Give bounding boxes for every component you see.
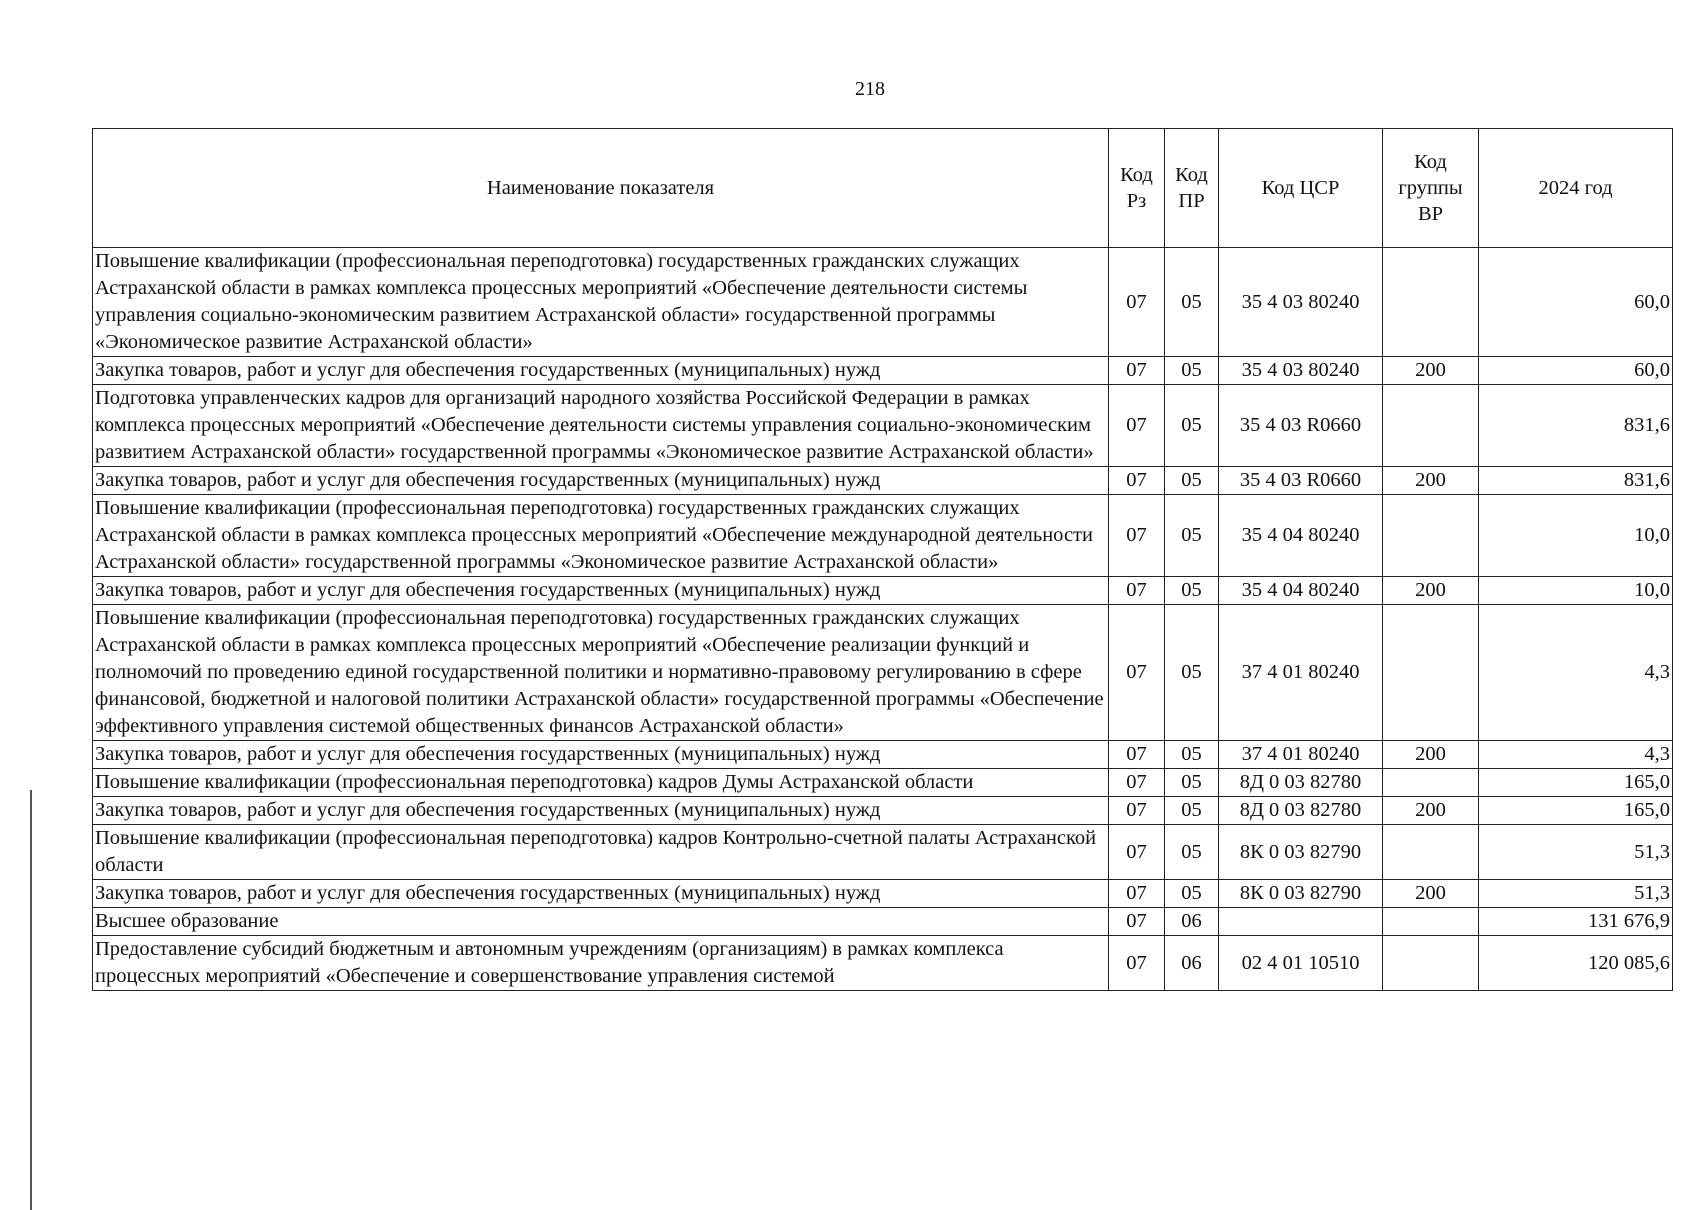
header-csr: Код ЦСР <box>1219 129 1383 248</box>
table-header-row <box>93 129 1673 248</box>
row-rz: 07 <box>1109 605 1165 741</box>
row-value: 131 676,9 <box>1479 908 1673 936</box>
row-name: Закупка товаров, работ и услуг для обеспечения государственных (муниципальных) нужд <box>93 797 1109 825</box>
table-row <box>93 605 1673 741</box>
row-pr: 05 <box>1165 357 1219 385</box>
row-csr: 8К 0 03 82790 <box>1219 880 1383 908</box>
row-name: Предоставление субсидий бюджетным и автономным учреждениям (организациям) в рамках комплекса процессных мероприятий «Обеспечение и совершенствование управления системой <box>93 936 1109 991</box>
row-vr <box>1383 936 1479 991</box>
row-vr <box>1383 825 1479 880</box>
row-rz: 07 <box>1109 248 1165 357</box>
table-row <box>93 797 1673 825</box>
row-value: 4,3 <box>1479 605 1673 741</box>
row-pr: 05 <box>1165 605 1219 741</box>
row-csr: 02 4 01 10510 <box>1219 936 1383 991</box>
row-pr: 05 <box>1165 467 1219 495</box>
table-row <box>93 357 1673 385</box>
row-value: 51,3 <box>1479 825 1673 880</box>
header-name: Наименование показателя <box>93 129 1109 248</box>
row-value: 165,0 <box>1479 797 1673 825</box>
header-rz: Код Рз <box>1109 129 1165 248</box>
row-value: 51,3 <box>1479 880 1673 908</box>
row-value: 60,0 <box>1479 357 1673 385</box>
row-pr: 05 <box>1165 741 1219 769</box>
table-row <box>93 495 1673 577</box>
row-csr: 35 4 04 80240 <box>1219 495 1383 577</box>
row-vr: 200 <box>1383 797 1479 825</box>
row-name: Закупка товаров, работ и услуг для обеспечения государственных (муниципальных) нужд <box>93 467 1109 495</box>
table-row <box>93 825 1673 880</box>
row-name: Повышение квалификации (профессиональная переподготовка) кадров Думы Астраханской области <box>93 769 1109 797</box>
row-pr: 05 <box>1165 577 1219 605</box>
row-csr: 35 4 03 80240 <box>1219 248 1383 357</box>
row-pr: 05 <box>1165 797 1219 825</box>
row-pr: 06 <box>1165 936 1219 991</box>
row-vr <box>1383 605 1479 741</box>
row-name: Закупка товаров, работ и услуг для обеспечения государственных (муниципальных) нужд <box>93 880 1109 908</box>
row-vr: 200 <box>1383 577 1479 605</box>
row-name: Закупка товаров, работ и услуг для обеспечения государственных (муниципальных) нужд <box>93 577 1109 605</box>
row-vr: 200 <box>1383 880 1479 908</box>
table-row <box>93 467 1673 495</box>
row-value: 831,6 <box>1479 467 1673 495</box>
table-row <box>93 936 1673 991</box>
row-csr <box>1219 908 1383 936</box>
row-name: Повышение квалификации (профессиональная переподготовка) государственных гражданских служащих Астраханской области в рамках комплекса процессных мероприятий «Обеспечение международной деятельности Астраханской области» государственной программы «Экономическое развитие Астраханской области» <box>93 495 1109 577</box>
row-csr: 35 4 04 80240 <box>1219 577 1383 605</box>
row-pr: 05 <box>1165 385 1219 467</box>
header-vr: Код группы ВР <box>1383 129 1479 248</box>
scan-edge-line <box>30 790 32 1210</box>
row-name: Закупка товаров, работ и услуг для обеспечения государственных (муниципальных) нужд <box>93 357 1109 385</box>
row-pr: 05 <box>1165 825 1219 880</box>
row-vr <box>1383 908 1479 936</box>
row-rz: 07 <box>1109 936 1165 991</box>
row-rz: 07 <box>1109 797 1165 825</box>
table-row <box>93 769 1673 797</box>
row-vr <box>1383 248 1479 357</box>
table-row <box>93 577 1673 605</box>
header-pr: Код ПР <box>1165 129 1219 248</box>
table-row <box>93 908 1673 936</box>
row-vr: 200 <box>1383 467 1479 495</box>
row-rz: 07 <box>1109 577 1165 605</box>
row-csr: 8Д 0 03 82780 <box>1219 797 1383 825</box>
row-rz: 07 <box>1109 495 1165 577</box>
row-value: 10,0 <box>1479 495 1673 577</box>
row-pr: 05 <box>1165 248 1219 357</box>
page-number: 218 <box>855 78 885 100</box>
row-value: 4,3 <box>1479 741 1673 769</box>
row-value: 60,0 <box>1479 248 1673 357</box>
row-value: 10,0 <box>1479 577 1673 605</box>
row-value: 120 085,6 <box>1479 936 1673 991</box>
row-rz: 07 <box>1109 825 1165 880</box>
row-rz: 07 <box>1109 769 1165 797</box>
row-value: 165,0 <box>1479 769 1673 797</box>
budget-table <box>92 128 1673 991</box>
row-vr: 200 <box>1383 741 1479 769</box>
row-csr: 35 4 03 80240 <box>1219 357 1383 385</box>
row-rz: 07 <box>1109 385 1165 467</box>
row-csr: 8Д 0 03 82780 <box>1219 769 1383 797</box>
row-rz: 07 <box>1109 880 1165 908</box>
row-rz: 07 <box>1109 741 1165 769</box>
row-value: 831,6 <box>1479 385 1673 467</box>
row-name: Повышение квалификации (профессиональная переподготовка) государственных гражданских служащих Астраханской области в рамках комплекса процессных мероприятий «Обеспечение деятельности системы управления социально-экономическим развитием Астраханской области» государственной программы «Экономическое развитие Астраханской области» <box>93 248 1109 357</box>
row-csr: 37 4 01 80240 <box>1219 741 1383 769</box>
row-csr: 35 4 03 R0660 <box>1219 467 1383 495</box>
table-row <box>93 741 1673 769</box>
row-name: Повышение квалификации (профессиональная переподготовка) государственных гражданских служащих Астраханской области в рамках комплекса процессных мероприятий «Обеспечение реализации функций и полномочий по проведению единой государственной политики и нормативно-правовому регулированию в сфере финансовой, бюджетной и налоговой политики Астраханской области» государственной программы «Обеспечение эффективного управления системой общественных финансов Астраханской области» <box>93 605 1109 741</box>
row-rz: 07 <box>1109 908 1165 936</box>
row-vr: 200 <box>1383 357 1479 385</box>
table-row <box>93 880 1673 908</box>
row-name: Закупка товаров, работ и услуг для обеспечения государственных (муниципальных) нужд <box>93 741 1109 769</box>
row-vr <box>1383 769 1479 797</box>
row-name: Высшее образование <box>93 908 1109 936</box>
row-csr: 35 4 03 R0660 <box>1219 385 1383 467</box>
row-pr: 06 <box>1165 908 1219 936</box>
row-name: Повышение квалификации (профессиональная переподготовка) кадров Контрольно-счетной палаты Астраханской области <box>93 825 1109 880</box>
row-vr <box>1383 385 1479 467</box>
row-pr: 05 <box>1165 495 1219 577</box>
row-pr: 05 <box>1165 769 1219 797</box>
header-year: 2024 год <box>1479 129 1673 248</box>
row-csr: 37 4 01 80240 <box>1219 605 1383 741</box>
row-name: Подготовка управленческих кадров для организаций народного хозяйства Российской Федерации в рамках комплекса процессных мероприятий «Обеспечение деятельности системы управления социально-экономическим развитием Астраханской области» государственной программы «Экономическое развитие Астраханской области» <box>93 385 1109 467</box>
row-rz: 07 <box>1109 357 1165 385</box>
row-rz: 07 <box>1109 467 1165 495</box>
row-pr: 05 <box>1165 880 1219 908</box>
row-csr: 8К 0 03 82790 <box>1219 825 1383 880</box>
row-vr <box>1383 495 1479 577</box>
table-row <box>93 248 1673 357</box>
table-row <box>93 385 1673 467</box>
